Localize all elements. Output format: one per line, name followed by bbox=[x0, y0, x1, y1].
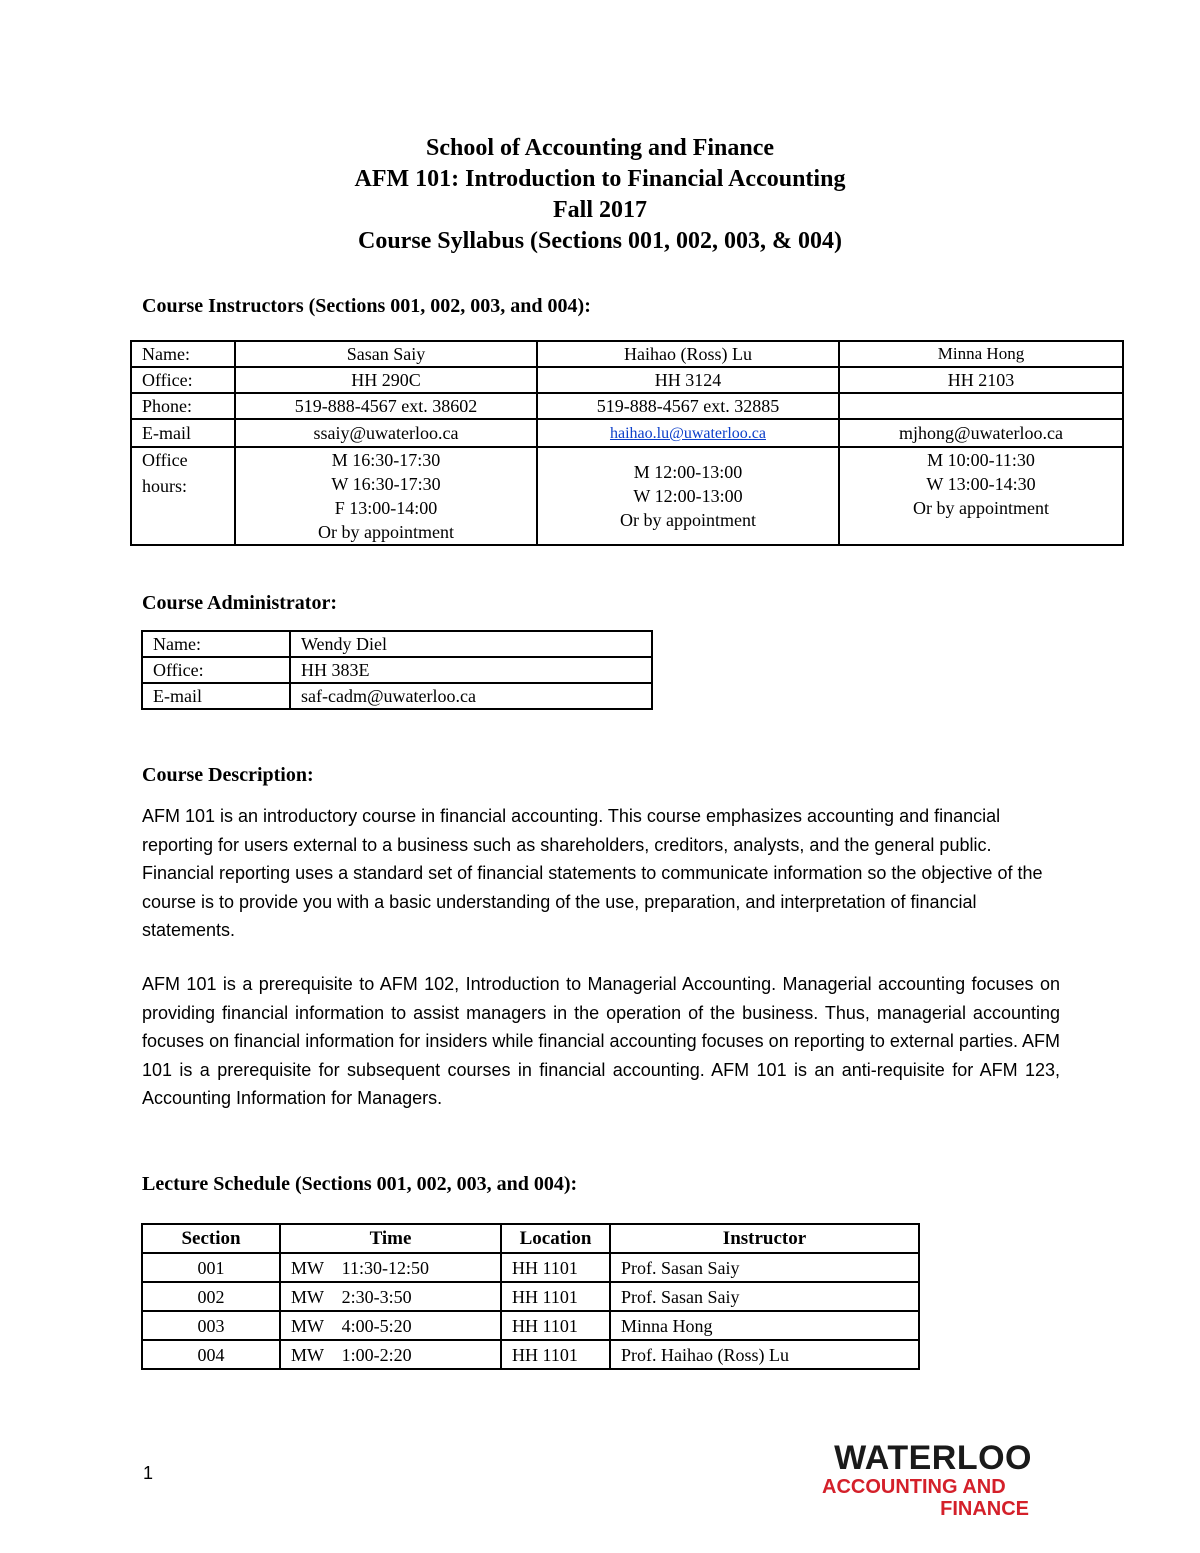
row-label: Phone: bbox=[131, 393, 235, 419]
instructor-phone: 519-888-4567 ext. 38602 bbox=[235, 393, 537, 419]
instructor-email-link[interactable]: haihao.lu@uwaterloo.ca bbox=[609, 425, 766, 442]
location-cell: HH 1101 bbox=[501, 1282, 610, 1311]
row-label: E-mail bbox=[142, 683, 290, 709]
hours-line: Or by appointment bbox=[913, 498, 1049, 518]
administrator-table bbox=[141, 630, 653, 710]
hours-line: Or by appointment bbox=[318, 522, 454, 542]
instructor-office: HH 290C bbox=[235, 367, 537, 393]
table-row bbox=[131, 367, 1123, 393]
instructor-email: mjhong@uwaterloo.ca bbox=[839, 419, 1123, 447]
hours-line: M 16:30-17:30 bbox=[331, 450, 441, 470]
column-header-time: Time bbox=[280, 1224, 501, 1253]
location-cell: HH 1101 bbox=[501, 1340, 610, 1369]
description-paragraph-2: AFM 101 is a prerequisite to AFM 102, Introduction to Managerial Accounting. Managerial accounting focuses on providing financial information to assist managers in the operation of the business. Thus, managerial accounting focuses on financial information for insiders while financial accounting focuses on reporting to external parties. AFM 101 is a prerequisite for subsequent courses in financial accounting. AFM 101 is an anti-requisite for AFM 123, Accounting Information for Managers. bbox=[142, 974, 1060, 1108]
table-row bbox=[131, 341, 1123, 367]
document-title bbox=[0, 133, 1200, 257]
instructor-cell: Prof. Haihao (Ross) Lu bbox=[610, 1340, 919, 1369]
hours-line: W 16:30-17:30 bbox=[331, 474, 441, 494]
office-hours bbox=[235, 447, 537, 545]
section-cell: 002 bbox=[142, 1282, 280, 1311]
hours-label-1: Office bbox=[142, 450, 188, 470]
schedule-heading: Lecture Schedule (Sections 001, 002, 003, and 004): bbox=[142, 1173, 578, 1195]
location-cell: HH 1101 bbox=[501, 1311, 610, 1340]
instructor-name: Minna Hong bbox=[839, 341, 1123, 367]
row-label: Name: bbox=[131, 341, 235, 367]
table-row bbox=[142, 657, 652, 683]
schedule-table bbox=[141, 1223, 920, 1370]
time-cell: MW 1:00-2:20 bbox=[280, 1340, 501, 1369]
hours-line: M 10:00-11:30 bbox=[927, 450, 1035, 470]
instructor-office: HH 3124 bbox=[537, 367, 839, 393]
row-label: Office: bbox=[142, 657, 290, 683]
hours-label-2: hours: bbox=[142, 476, 187, 496]
row-label: Office: bbox=[131, 367, 235, 393]
column-header-instructor: Instructor bbox=[610, 1224, 919, 1253]
row-label: E-mail bbox=[131, 419, 235, 447]
row-label bbox=[131, 447, 235, 545]
hours-line: M 12:00-13:00 bbox=[633, 462, 743, 482]
section-cell: 003 bbox=[142, 1311, 280, 1340]
logo-line-3: FINANCE bbox=[940, 1498, 1029, 1520]
section-cell: 001 bbox=[142, 1253, 280, 1282]
column-header-location: Location bbox=[501, 1224, 610, 1253]
instructor-cell: Minna Hong bbox=[610, 1311, 919, 1340]
table-row bbox=[142, 1340, 919, 1369]
table-row bbox=[142, 1282, 919, 1311]
school-name: School of Accounting and Finance bbox=[425, 135, 775, 161]
instructor-phone: 519-888-4567 ext. 32885 bbox=[537, 393, 839, 419]
logo-line-1: WATERLOO bbox=[834, 1439, 1032, 1477]
table-row bbox=[142, 631, 652, 657]
admin-name: Wendy Diel bbox=[290, 631, 652, 657]
table-row bbox=[131, 447, 1123, 545]
administrator-heading: Course Administrator: bbox=[142, 592, 337, 614]
syllabus-title: Course Syllabus (Sections 001, 002, 003, & 004) bbox=[357, 228, 843, 254]
instructor-name: Haihao (Ross) Lu bbox=[537, 341, 839, 367]
logo-line-2: ACCOUNTING AND bbox=[822, 1476, 1006, 1498]
time-cell: MW 4:00-5:20 bbox=[280, 1311, 501, 1340]
office-hours bbox=[839, 447, 1123, 545]
instructor-email-cell bbox=[537, 419, 839, 447]
instructor-name: Sasan Saiy bbox=[235, 341, 537, 367]
description-heading: Course Description: bbox=[142, 764, 314, 786]
page-number: 1 bbox=[143, 1463, 154, 1483]
table-row bbox=[131, 419, 1123, 447]
course-name: AFM 101: Introduction to Financial Accounting bbox=[354, 166, 846, 192]
column-header-section: Section bbox=[142, 1224, 280, 1253]
hours-line: Or by appointment bbox=[620, 510, 756, 530]
waterloo-logo bbox=[822, 1440, 1032, 1520]
time-cell: MW 11:30-12:50 bbox=[280, 1253, 501, 1282]
table-row bbox=[131, 393, 1123, 419]
instructor-cell: Prof. Sasan Saiy bbox=[610, 1253, 919, 1282]
term: Fall 2017 bbox=[553, 197, 647, 223]
table-row bbox=[142, 1311, 919, 1340]
hours-line: W 13:00-14:30 bbox=[926, 474, 1036, 494]
row-label: Name: bbox=[142, 631, 290, 657]
instructor-office: HH 2103 bbox=[839, 367, 1123, 393]
admin-office: HH 383E bbox=[290, 657, 652, 683]
time-cell: MW 2:30-3:50 bbox=[280, 1282, 501, 1311]
location-cell: HH 1101 bbox=[501, 1253, 610, 1282]
table-row bbox=[142, 683, 652, 709]
instructor-cell: Prof. Sasan Saiy bbox=[610, 1282, 919, 1311]
hours-line: W 12:00-13:00 bbox=[633, 486, 743, 506]
office-hours bbox=[537, 447, 839, 545]
section-cell: 004 bbox=[142, 1340, 280, 1369]
instructors-heading: Course Instructors (Sections 001, 002, 003, and 004): bbox=[142, 295, 591, 317]
description-paragraph-1: AFM 101 is an introductory course in financial accounting. This course emphasizes accounting and financial reporting for users external to a business such as shareholders, creditors, analysts, and the general public. Financial reporting uses a standard set of financial statements to communicate information so the objective of the course is to provide you with a basic understanding of the use, preparation, and interpretation of financial statements. bbox=[142, 806, 1043, 940]
admin-email: saf-cadm@uwaterloo.ca bbox=[290, 683, 652, 709]
table-header-row bbox=[142, 1224, 919, 1253]
table-row bbox=[142, 1253, 919, 1282]
hours-line: F 13:00-14:00 bbox=[334, 498, 438, 518]
instructors-table bbox=[130, 340, 1124, 546]
instructor-phone bbox=[839, 393, 1123, 419]
instructor-email: ssaiy@uwaterloo.ca bbox=[235, 419, 537, 447]
